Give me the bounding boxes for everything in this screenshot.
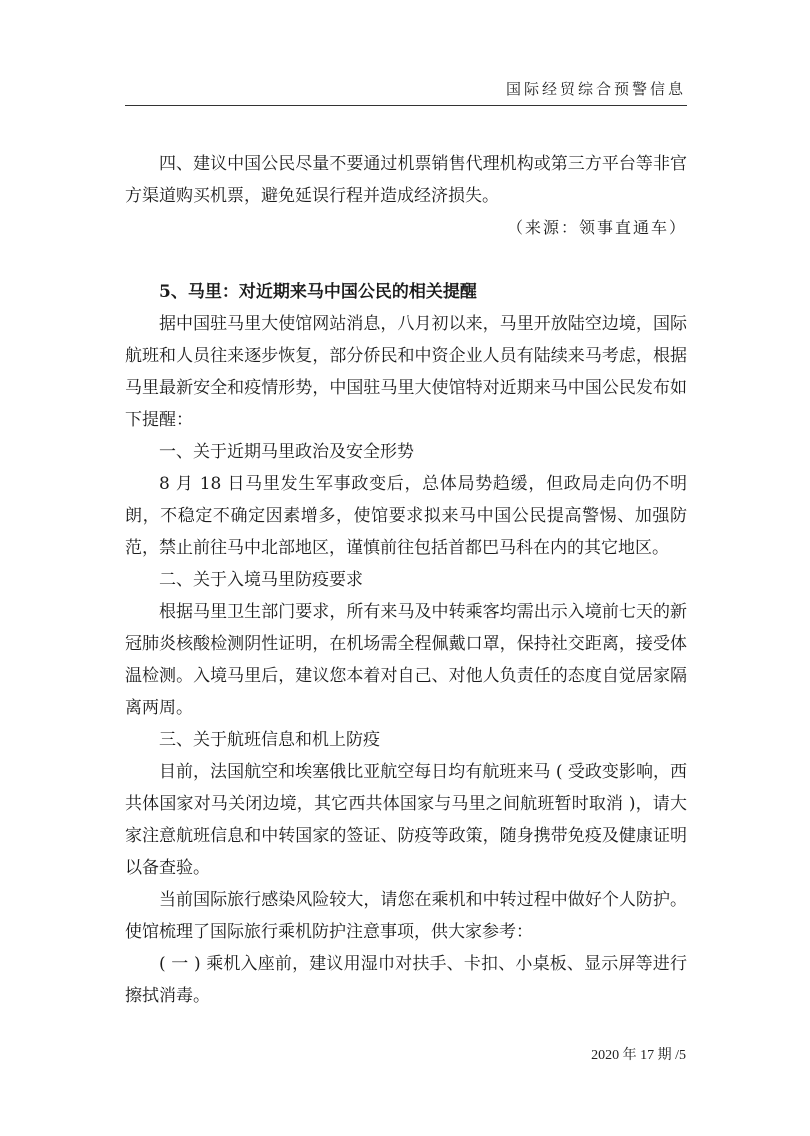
- page-number-footer: 2020 年 17 期 /5: [591, 1048, 686, 1063]
- header-rule: [125, 105, 687, 106]
- paragraph-advice-tickets: 四、建议中国公民尽量不要通过机票销售代理机构或第三方平台等非官方渠道购买机票，避免延误行程并造成经济损失。: [125, 154, 687, 206]
- paragraph-protection: 当前国际旅行感染风险较大，请您在乘机和中转过程中做好个人防护。使馆梳理了国际旅行乘机防护注意事项，供大家参考：: [125, 890, 687, 942]
- source-citation: （来源：领事直通车）: [506, 218, 687, 237]
- paragraph-entry: 根据马里卫生部门要求，所有来马及中转乘客均需出示入境前七天的新冠肺炎核酸检测阴性证明，在机场需全程佩戴口罩，保持社交距离，接受体温检测。入境马里后，建议您本着对自己、对他人负责任的态度自觉居家隔离两周。: [125, 602, 687, 718]
- paragraph-boarding: ( 一 ) 乘机入座前，建议用湿巾对扶手、卡扣、小桌板、显示屏等进行擦拭消毒。: [125, 954, 687, 1006]
- section-heading-mali: 5、马里：对近期来马中国公民的相关提醒: [159, 282, 477, 302]
- paragraph-flights: 目前，法国航空和埃塞俄比亚航空每日均有航班来马 ( 受政变影响，西共体国家对马关闭边境，其它西共体国家与马里之间航班暂时取消 )，请大家注意航班信息和中转国家的签证、防疫等政策，随身携带免疫及健康证明以备查验。: [125, 762, 687, 878]
- section-gap: [125, 244, 687, 276]
- page-header-title: 国际经贸综合预警信息: [505, 80, 686, 98]
- subheading-flights: 三、关于航班信息和机上防疫: [159, 730, 380, 750]
- article-body: [125, 148, 687, 1012]
- subheading-entry-requirements: 二、关于入境马里防疫要求: [159, 570, 363, 590]
- paragraph-politics: 8 月 18 日马里发生军事政变后，总体局势趋缓，但政局走向仍不明朗，不稳定不确定因素增多，使馆要求拟来马中国公民提高警惕、加强防范，禁止前往马中北部地区，谨慎前往包括首都巴马科在内的其它地区。: [125, 474, 687, 558]
- paragraph-intro: 据中国驻马里大使馆网站消息，八月初以来，马里开放陆空边境，国际航班和人员往来逐步恢复，部分侨民和中资企业人员有陆续来马考虑，根据马里最新安全和疫情形势，中国驻马里大使馆特对近期来马中国公民发布如下提醒：: [125, 314, 687, 430]
- subheading-politics-security: 一、关于近期马里政治及安全形势: [159, 442, 414, 462]
